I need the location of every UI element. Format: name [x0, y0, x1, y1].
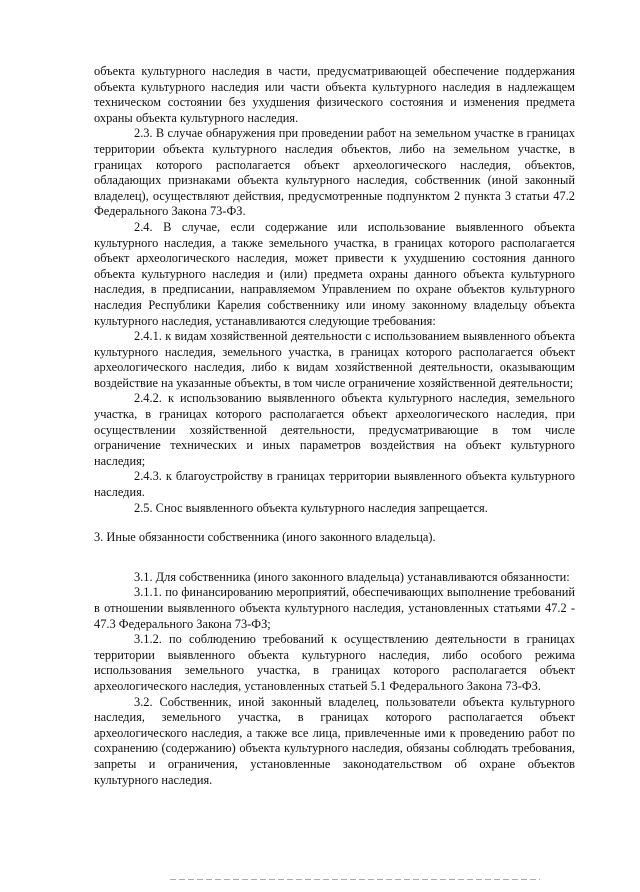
paragraph-2-4-3: 2.4.3. к благоустройству в границах территории выявленного объекта культурного наследия. [94, 469, 575, 500]
paragraph-3-1: 3.1. Для собственника (иного законного владельца) устанавливаются обязанности: [134, 569, 570, 584]
footer-scan-line [170, 879, 540, 880]
paragraph-2-4: 2.4. В случае, если содержание или использование выявленного объекта культурного наследия, а также земельного участка, в границах которого располагается объект археологического наследия, может привести к ухудшению состояния данного объекта культурного наследия и (или) предмета охраны данного объекта культурного наследия, в предписании, направляемом Управлением по охране объектов культурного наследия Республики Карелия собственнику или иному законному владельцу объекта культурного наследия, устанавливаются следующие требования: [94, 219, 575, 328]
paragraph-continuation: объекта культурного наследия в части, предусматривающей обеспечение поддержания объекта культурного наследия или части объекта культурного наследия в надлежащем техническом состоянии без ухудшения физического состояния и изменения предмета охраны объекта культурного наследия. [94, 64, 575, 125]
paragraph-2-4-2: 2.4.2. к использованию выявленного объекта культурного наследия, земельного участка, в границах которого располагается объект археологического наследия, при осуществлении хозяйственной деятельности, предусматривающие в том числе ограничение технических и иных параметров воздействия на объект культурного наследия; [94, 391, 575, 468]
document-body [94, 64, 575, 788]
paragraph-3-1-2: 3.1.2. по соблюдению требований к осуществлению деятельности в границах территории выявленного объекта культурного наследия, либо особого режима использования земельного участка, в границах которого располагается объект археологического наследия, установленных статьей 5.1 Федерального Закона 73-ФЗ. [94, 632, 575, 693]
paragraph-2-3: 2.3. В случае обнаружения при проведении работ на земельном участке в границах территории объекта культурного наследия объектов, либо на земельном участке, в границах которого располагается объект археологического наследия, объектов, обладающих признаками объекта культурного наследия, собственник (иной законный владелец), осуществляют действия, предусмотренные подпунктом 2 пункта 3 статьи 47.2 Федерального Закона 73-ФЗ. [94, 126, 575, 219]
section-3-heading: 3. Иные обязанности собственника (иного законного владельца). [94, 530, 436, 545]
paragraph-3-1-1: 3.1.1. по финансированию мероприятий, обеспечивающих выполнение требований в отношении выявленного объекта культурного наследия, установленных статьями 47.2 - 47.3 Федерального Закона 73-ФЗ; [94, 585, 575, 631]
paragraph-3-2: 3.2. Собственник, иной законный владелец, пользователи объекта культурного наследия, земельного участка, в границах которого располагается объект археологического наследия, а также все лица, привлеченные ими к проведению работ по сохранению (содержанию) объекта культурного наследия, обязаны соблюдать требования, запреты и ограничения, установленные законодательством об охране объектов культурного наследия. [94, 694, 575, 787]
paragraph-2-5: 2.5. Снос выявленного объекта культурного наследия запрещается. [134, 500, 488, 515]
paragraph-2-4-1: 2.4.1. к видам хозяйственной деятельности с использованием выявленного объекта культурного наследия, земельного участка, в границах которого располагается объект археологического наследия, либо к видам хозяйственной деятельности, оказывающим воздействие на указанные объекты, в том числе ограничение хозяйственной деятельности; [94, 329, 575, 390]
